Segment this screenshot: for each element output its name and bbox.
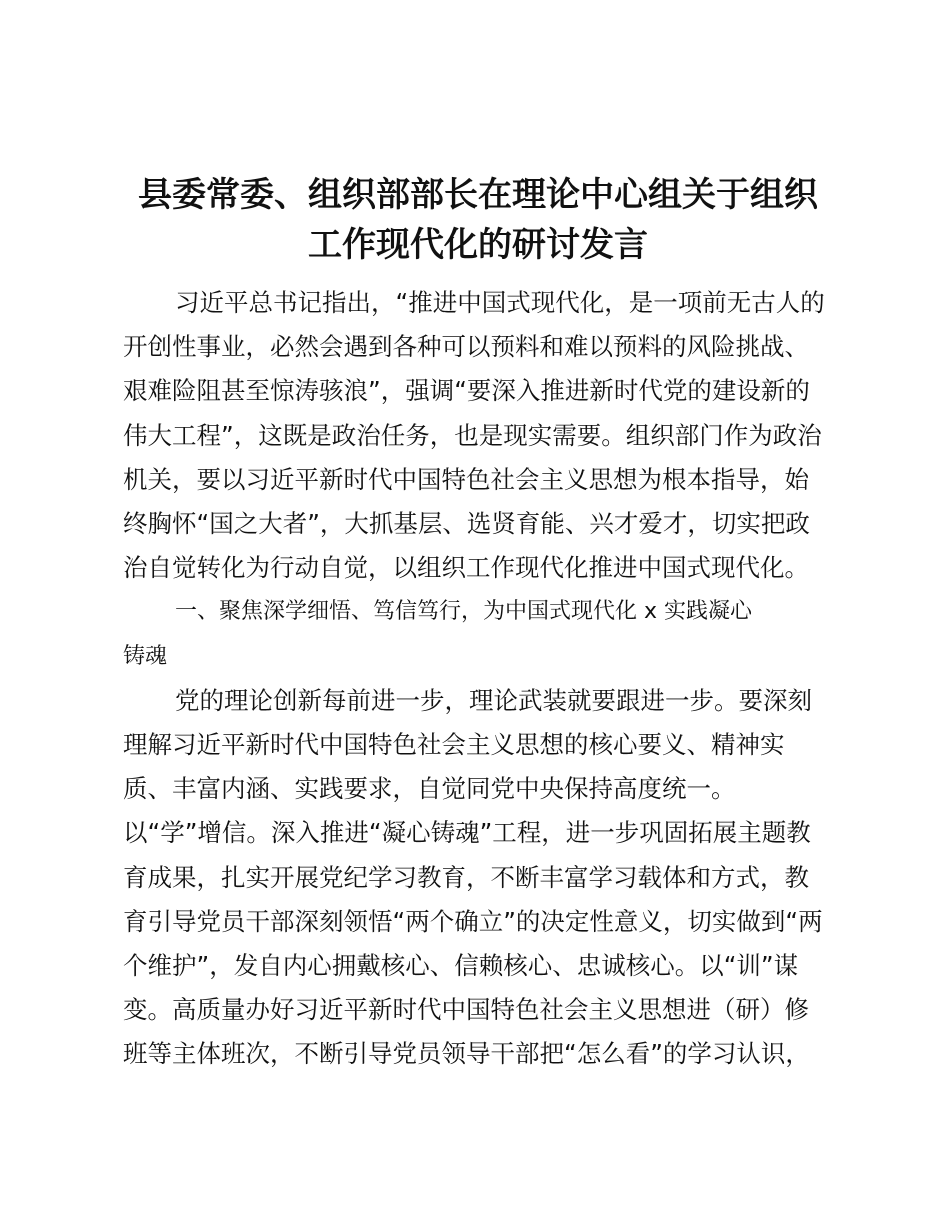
body-line: 习近平总书记指出，“推进中国式现代化，是一项前无古人的 [175,288,825,317]
body-line: 党的理论创新每前进一步，理论武装就要跟进一步。要深刻 [175,685,812,715]
title-line-1: 县委常委、组织部部长在理论中心组关于组织 [138,175,818,215]
section-heading-line: 铸魂 [123,643,168,669]
document-title [118,170,838,270]
body-line: 治自觉转化为行动自觉，以组织工作现代化推进中国式现代化。 [123,553,809,583]
body-line: 机关，要以习近平新时代中国特色社会主义思想为根本指导，始 [123,464,809,494]
body-line: 终胸怀“国之大者”，大抓基层、选贤育能、兴才爱才，切实把政 [123,509,810,539]
body-line: 理解习近平新时代中国特色社会主义思想的核心要义、精神实 [123,730,785,760]
body-line: 变。高质量办好习近平新时代中国特色社会主义思想进（研）修 [123,995,809,1025]
title-line-2: 工作现代化的研讨发言 [308,225,648,265]
body-line: 伟大工程”，这既是政治任务，也是现实需要。组织部门作为政治 [123,420,822,450]
section-heading-line: 一、聚焦深学细悟、笃信笃行，为中国式现代化 x 实践凝心 [175,599,753,625]
body-line: 质、丰富内涵、实践要求，自觉同党中央保持高度统一。 [123,774,736,804]
body-line: 艰难险阻甚至惊涛骇浪”，强调“要深入推进新时代党的建设新的 [123,376,810,406]
body-line: 个维护”，发自内心拥戴核心、信赖核心、忠诚核心。以“训”谋 [123,951,799,981]
document-body [123,281,839,1077]
body-line: 育引导党员干部深刻领悟“两个确立”的决定性意义，切实做到“两 [123,906,823,936]
body-line: 育成果，扎实开展党纪学习教育，不断丰富学习载体和方式，教 [123,862,809,892]
body-line: 班等主体班次，不断引导党员领导干部把“怎么看”的学习认识， [123,1039,810,1069]
body-line: 开创性事业，必然会遇到各种可以预料和难以预料的风险挑战、 [123,332,809,362]
body-line: 以“学”增信。深入推进“凝心铸魂”工程，进一步巩固拓展主题教 [123,818,811,848]
